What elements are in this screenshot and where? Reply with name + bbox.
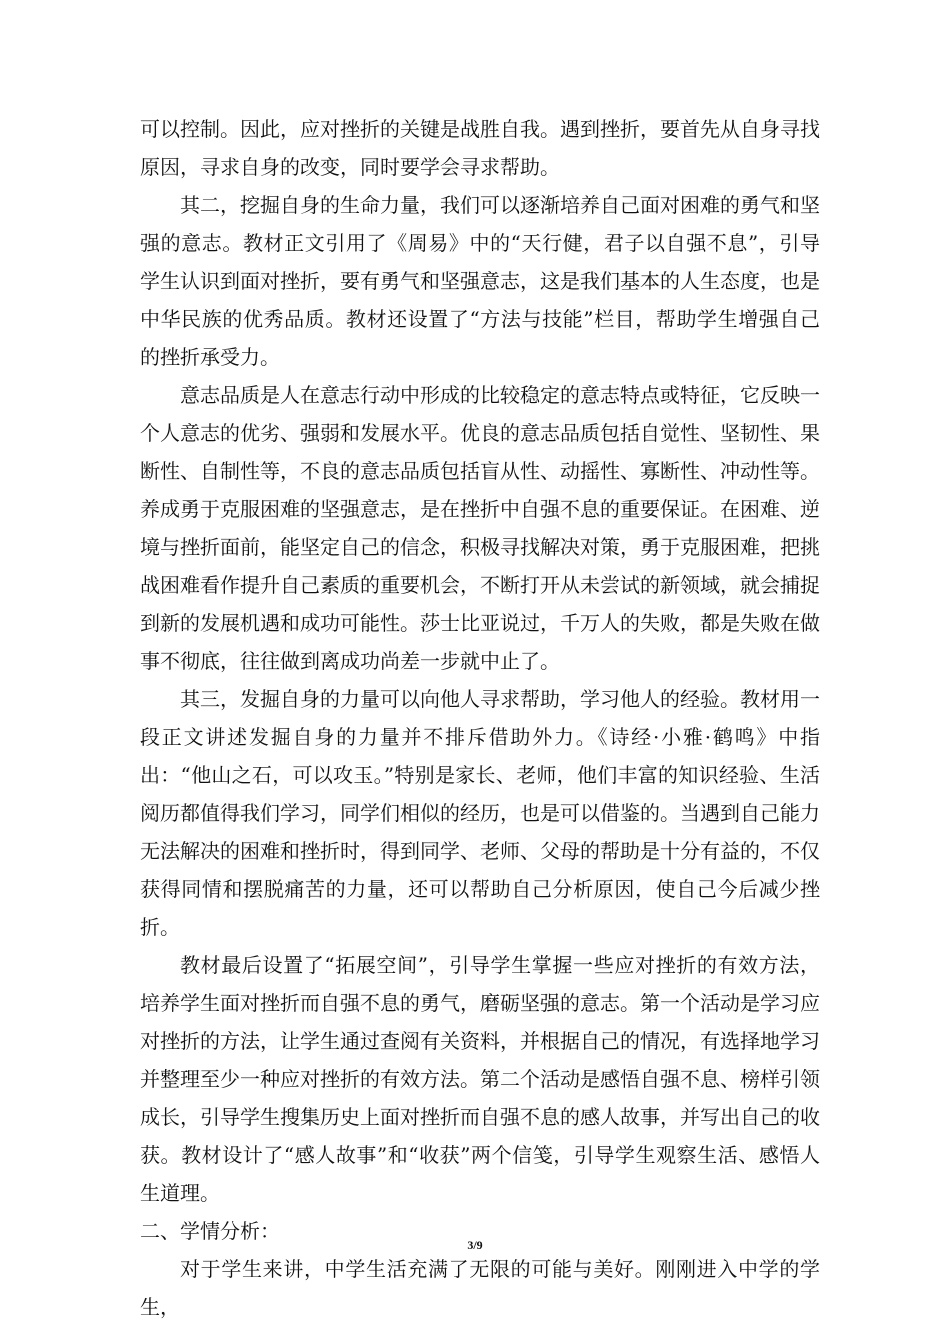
document-body <box>140 110 820 1326</box>
section-heading-student-analysis: 二、学情分析： <box>140 1219 280 1243</box>
paragraph-extension-space: 教材最后设置了“拓展空间”，引导学生掌握一些应对挫折的有效方法，培养学生面对挫折而自强不息的勇气，磨砺坚强的意志。第一个活动是学习应对挫折的方法，让学生通过查阅有关资料，并根据自己的情况，有选择地学习并整理至少一种应对挫折的有效方法。第二个活动是感悟自强不息、榜样引领成长，引导学生搜集历史上面对挫折而自强不息的感人故事，并写出自己的收获。教材设计了“感人故事”和“收获”两个信笺，引导学生观察生活、感悟人生道理。 <box>140 953 820 1205</box>
paragraph-willpower: 其二，挖掘自身的生命力量，我们可以逐渐培养自己面对困难的勇气和坚强的意志。教材正文引用了《周易》中的“天行健，君子以自强不息”，引导学生认识到面对挫折，要有勇气和坚强意志，这是我们基本的人生态度，也是中华民族的优秀品质。教材还设置了“方法与技能”栏目，帮助学生增强自己的挫折承受力。 <box>140 193 820 369</box>
paragraph-student-analysis: 对于学生来讲，中学生活充满了无限的可能与美好。刚刚进入中学的学生， <box>140 1257 820 1319</box>
page-number: 3/9 <box>467 1238 483 1252</box>
paragraph-continuation: 可以控制。因此，应对挫折的关键是战胜自我。遇到挫折，要首先从自身寻找原因，寻求自身的改变，同时要学会寻求帮助。 <box>140 117 820 179</box>
paragraph-will-quality: 意志品质是人在意志行动中形成的比较稳定的意志特点或特征，它反映一个人意志的优劣、强弱和发展水平。优良的意志品质包括自觉性、坚韧性、果断性、自制性等，不良的意志品质包括盲从性、动摇性、寡断性、冲动性等。养成勇于克服困难的坚强意志，是在挫折中自强不息的重要保证。在困难、逆境与挫折面前，能坚定自己的信念，积极寻找解决对策，勇于克服困难，把挑战困难看作提升自己素质的重要机会，不断打开从未尝试的新领域，就会捕捉到新的发展机遇和成功可能性。莎士比亚说过，千万人的失败，都是失败在做事不彻底，往往做到离成功尚差一步就中止了。 <box>140 383 820 673</box>
paragraph-seek-help: 其三，发掘自身的力量可以向他人寻求帮助，学习他人的经验。教材用一段正文讲述发掘自身的力量并不排斥借助外力。《诗经·小雅·鹤鸣》中指出：“他山之石，可以攻玉。”特别是家长、老师，他们丰富的知识经验、生活阅历都值得我们学习，同学们相似的经历，也是可以借鉴的。当遇到自己能力无法解决的困难和挫折时，得到同学、老师、父母的帮助是十分有益的，不仅获得同情和摆脱痛苦的力量，还可以帮助自己分析原因，使自己今后减少挫折。 <box>140 687 820 939</box>
